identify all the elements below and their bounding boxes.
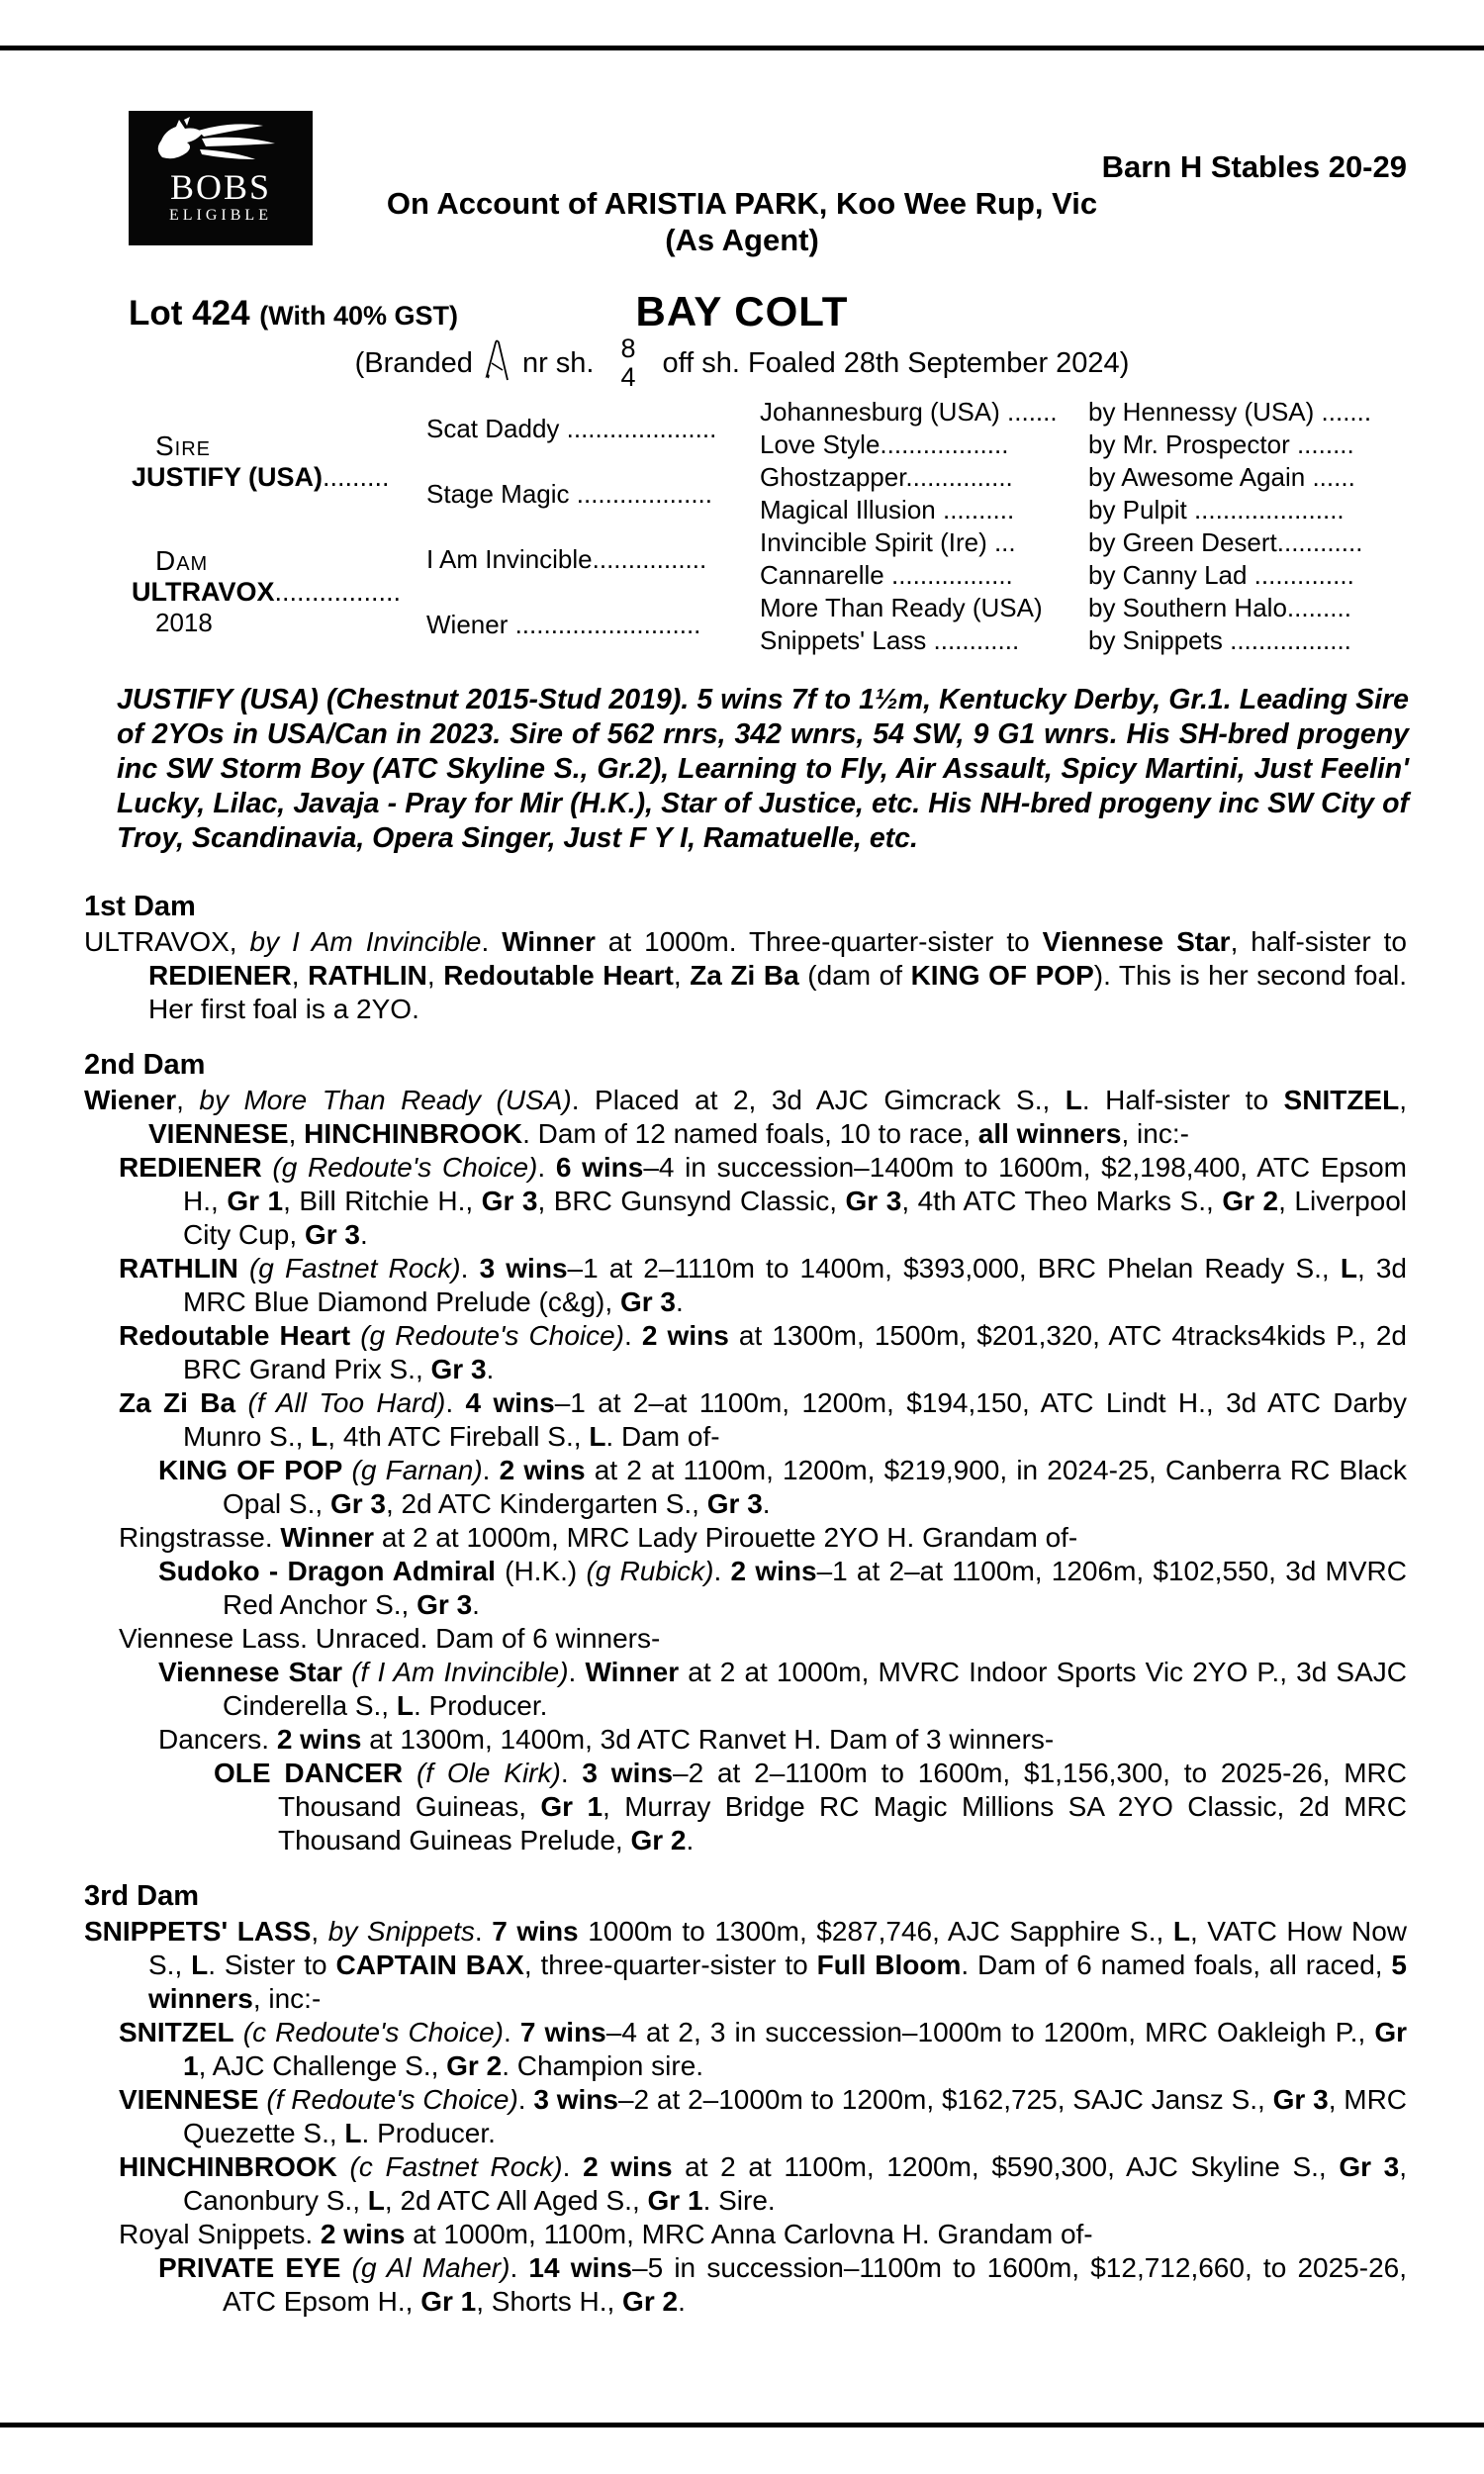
pedigree-paragraph: HINCHINBROOK (c Fastnet Rock). 2 wins at 2 at 1100m, 1200m, $590,300, AJC Skyline S., Gr 3, Canonbury S., L, 2d ATC All Aged S., Gr 1. Sire. <box>119 2151 1407 2216</box>
gen3-ancestor-sire: by Canny Lad .............. <box>1088 560 1354 590</box>
gst-note: (With 40% GST) <box>259 301 459 331</box>
pedigree-paragraph: Viennese Star (f I Am Invincible). Winner at 2 at 1000m, MVRC Indoor Sports Vic 2YO P., 3d SAJC Cinderella S., L. Producer. <box>158 1657 1407 1721</box>
pedigree-paragraph: Royal Snippets. 2 wins at 1000m, 1100m, MRC Anna Carlovna H. Grandam of- <box>119 2219 1093 2249</box>
pedigree-paragraph: OLE DANCER (f Ole Kirk). 3 wins–2 at 2–1100m to 1600m, $1,156,300, to 2025-26, MRC Thousand Guineas, Gr 1, Murray Bridge RC Magic Millions SA 2YO Classic, 2d MRC Thousand Guineas Prelude, Gr 2. <box>214 1758 1407 1856</box>
sire-label: Sire <box>155 429 212 461</box>
brand-number-top: 8 <box>620 333 636 363</box>
pedigree-paragraph: Ringstrasse. Winner at 2 at 1000m, MRC Lady Pirouette 2YO H. Grandam of- <box>119 1522 1078 1553</box>
pedigree-paragraph: KING OF POP (g Farnan). 2 wins at 2 at 1100m, 1200m, $219,900, in 2024-25, Canberra RC Black Opal S., Gr 3, 2d ATC Kindergarten S., Gr 3. <box>158 1455 1407 1519</box>
leader-dots: ................. <box>274 577 402 607</box>
pedigree-paragraph: Wiener, by More Than Ready (USA). Placed at 2, 3d AJC Gimcrack S., L. Half-sister to SNITZEL, VIENNESE, HINCHINBROOK. Dam of 12 named foals, 10 to race, all winners, inc:- <box>84 1085 1407 1149</box>
gen3-ancestor: Ghostzapper............... <box>760 462 1013 492</box>
pedigree-paragraph: Dancers. 2 wins at 1300m, 1400m, 3d ATC Ranvet H. Dam of 3 winners- <box>158 1724 1055 1755</box>
vendor-account-line: On Account of ARISTIA PARK, Koo Wee Rup, Vic <box>386 186 1098 221</box>
branded-prefix: (Branded <box>354 346 473 379</box>
sire-block <box>132 396 426 526</box>
as-agent-line: (As Agent) <box>665 223 819 257</box>
bottom-rule <box>0 2423 1484 2427</box>
gen3-ancestor-sire: by Awesome Again ...... <box>1088 462 1355 492</box>
top-rule <box>0 46 1484 50</box>
gen3-row <box>760 494 1407 526</box>
gen3-row <box>760 526 1407 559</box>
horse-colour-sex-title: BAY COLT <box>635 288 849 334</box>
gen3-ancestor: Love Style.................. <box>760 429 1009 459</box>
gen3-ancestor-sire: by Snippets ................. <box>1088 625 1351 655</box>
gen3-ancestor-sire: by Green Desert............ <box>1088 527 1363 557</box>
gen3-ancestor: Snippets' Lass ............ <box>760 625 1020 655</box>
dam-year: 2018 <box>155 608 213 637</box>
pedigree-paragraph: Sudoko - Dragon Admiral (H.K.) (g Rubick). 2 wins–1 at 2–at 1100m, 1206m, $102,550, 3d MVRC Red Anchor S., Gr 3. <box>158 1556 1408 1620</box>
dam-label: Dam <box>155 545 209 576</box>
gen3-row <box>760 428 1407 461</box>
pedigree-paragraph: VIENNESE (f Redoute's Choice). 3 wins–2 at 2–1000m to 1200m, $162,725, SAJC Jansz S., Gr 3, MRC Quezette S., L. Producer. <box>119 2084 1408 2148</box>
dam-section-heading: 3rd Dam <box>84 1880 200 1912</box>
pedigree-paragraph: SNITZEL (c Redoute's Choice). 7 wins–4 at 2, 3 in succession–1000m to 1200m, MRC Oakleigh P., Gr 1, AJC Challenge S., Gr 2. Champion sire. <box>119 2017 1407 2081</box>
branding-line <box>0 334 1484 392</box>
gen3-ancestor-sire: by Pulpit ..................... <box>1088 495 1345 524</box>
gen3-ancestor: Magical Illusion .......... <box>760 495 1015 524</box>
gen3-ancestor: Johannesburg (USA) ....... <box>760 397 1058 427</box>
gen2-ancestor: I Am Invincible................ <box>426 543 707 574</box>
dam-block <box>132 526 426 657</box>
lot-number <box>129 294 458 333</box>
pedigree-paragraph: PRIVATE EYE (g Al Maher). 14 wins–5 in succession–1100m to 1600m, $12,712,660, to 2025-26, ATC Epsom H., Gr 1, Shorts H., Gr 2. <box>158 2252 1407 2317</box>
brand-numbers <box>620 334 635 392</box>
leader-dots: ......... <box>323 461 390 492</box>
gen2-ancestor: Scat Daddy ..................... <box>426 413 717 443</box>
gen3-ancestor: Invincible Spirit (Ire) ... <box>760 527 1016 557</box>
sire-summary-paragraph: JUSTIFY (USA) (Chestnut 2015-Stud 2019). 5 wins 7f to 1½m, Kentucky Derby, Gr.1. Leading Sire of 2YOs in USA/Can in 2023. Sire of 562 rnrs, 342 wnrs, 54 SW, 9 G1 wnrs. His SH-bred progeny inc SW Storm Boy (ATC Skyline S., Gr.2), Learning to Fly, Air Assault, Spicy Martini, Just Feelin' Lucky, Lilac, Javaja - Pray for Mir (H.K.), Star of Justice, etc. His NH-bred progeny inc SW City of Troy, Scandinavia, Opera Singer, Just F Y I, Ramatuelle, etc. <box>117 684 1409 854</box>
dam-section-heading: 2nd Dam <box>84 1049 206 1081</box>
logo-text-eligible: ELIGIBLE <box>169 207 272 224</box>
pedigree-paragraph: REDIENER (g Redoute's Choice). 6 wins–4 in succession–1400m to 1600m, $2,198,400, ATC Epsom H., Gr 1, Bill Ritchie H., Gr 3, BRC Gunsynd Classic, Gr 3, 4th ATC Theo Marks S., Gr 2, Liverpool City Cup, Gr 3. <box>119 1152 1408 1250</box>
gen3-row <box>760 592 1407 624</box>
gen3-row <box>760 396 1407 428</box>
lot-row <box>0 288 1484 335</box>
pedigree-gen1-column <box>132 396 426 657</box>
pedigree-gen2-column <box>426 396 760 657</box>
near-shoulder-label: nr sh. <box>521 346 595 379</box>
lot-label: Lot 424 <box>129 294 250 333</box>
gen3-ancestor-sire: by Hennessy (USA) ....... <box>1088 397 1372 427</box>
barn-stables-label: Barn H Stables 20-29 <box>1101 149 1407 184</box>
pedigree-paragraph: Redoutable Heart (g Redoute's Choice). 2 wins at 1300m, 1500m, $201,320, ATC 4tracks4kids P., 2d BRC Grand Prix S., Gr 3. <box>119 1320 1407 1384</box>
gen3-ancestor: More Than Ready (USA) <box>760 593 1043 622</box>
pedigree-paragraph: ULTRAVOX, by I Am Invincible. Winner at 1000m. Three-quarter-sister to Viennese Star, half-sister to REDIENER, RATHLIN, Redoutable Heart, Za Zi Ba (dam of KING OF POP). This is her second foal. Her first foal is a 2YO. <box>84 926 1408 1024</box>
gen3-row <box>760 461 1407 494</box>
dam-section-heading: 1st Dam <box>84 891 196 922</box>
header <box>0 148 1484 258</box>
pedigree-paragraph: RATHLIN (g Fastnet Rock). 3 wins–1 at 2–1110m to 1400m, $393,000, BRC Phelan Ready S., L, 3d MRC Blue Diamond Prelude (c&g), Gr 3. <box>119 1253 1408 1317</box>
pedigree-gen3-column <box>760 396 1407 657</box>
gen3-row <box>760 559 1407 592</box>
gen3-ancestor: Cannarelle ................. <box>760 560 1013 590</box>
pedigree-table <box>132 396 1407 657</box>
pedigree-paragraph: Viennese Lass. Unraced. Dam of 6 winners- <box>119 1623 661 1654</box>
dam-sections <box>84 889 1407 2319</box>
gen3-ancestor-sire: by Mr. Prospector ........ <box>1088 429 1354 459</box>
dam-name: ULTRAVOX................. <box>132 577 402 607</box>
brand-mark-icon <box>484 336 511 390</box>
gen2-ancestor: Stage Magic ................... <box>426 478 712 509</box>
gen3-row <box>760 624 1407 657</box>
brand-number-bottom: 4 <box>620 362 636 392</box>
pedigree-paragraph: Za Zi Ba (f All Too Hard). 4 wins–1 at 2–at 1100m, 1200m, $194,150, ATC Lindt H., 3d ATC Darby Munro S., L, 4th ATC Fireball S., L. Dam of- <box>119 1387 1407 1452</box>
gen3-ancestor-sire: by Southern Halo......... <box>1088 593 1351 622</box>
logo-text-bobs: BOBS <box>169 167 272 207</box>
pedigree-paragraph: SNIPPETS' LASS, by Snippets. 7 wins 1000m to 1300m, $287,746, AJC Sapphire S., L, VATC How Now S., L. Sister to CAPTAIN BAX, three-quarter-sister to Full Bloom. Dam of 6 named foals, all raced, 5 winners, inc:- <box>84 1916 1408 2014</box>
sire-name: JUSTIFY (USA)......... <box>132 461 390 492</box>
foaled-date-label: off sh. Foaled 28th September 2024) <box>662 346 1130 379</box>
gen2-ancestor: Wiener .......................... <box>426 609 701 639</box>
